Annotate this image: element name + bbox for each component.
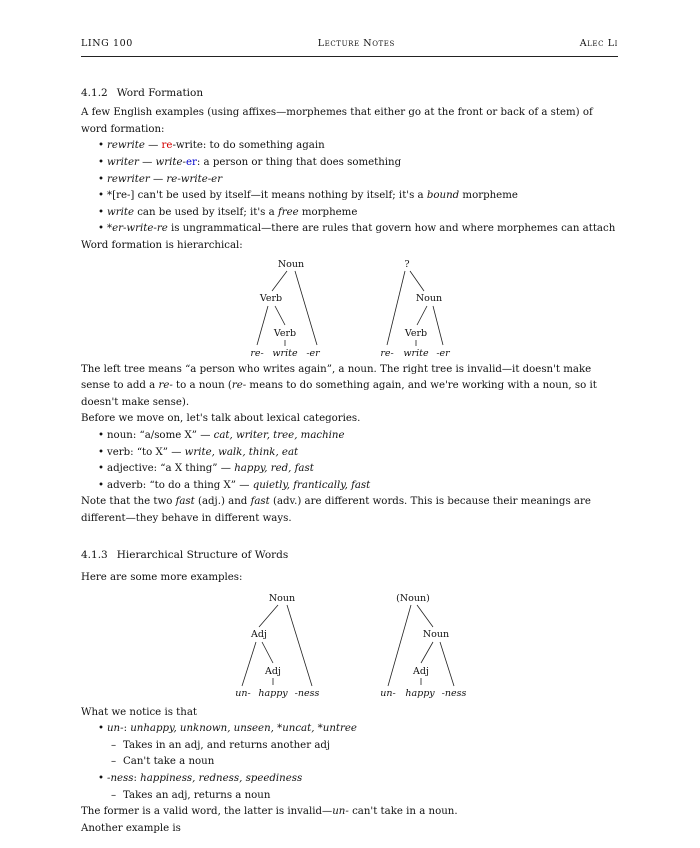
node-verb: Verb	[404, 327, 428, 339]
page	[81, 36, 618, 837]
tree-diagram-row-2	[81, 587, 618, 699]
notice-paragraph: What we notice is that	[81, 706, 197, 718]
former-latter-paragraph: The former is a valid word, the latter is invalid—un- can't take in a noun.	[81, 806, 458, 818]
list-item: • *er-write-re is ungrammatical—there are rules that govern how and where morphemes can attach	[107, 221, 618, 238]
leaf-suffix: -ness	[441, 687, 467, 699]
section-4-1-2-title	[81, 85, 618, 102]
intro-paragraph: A few English examples (using affixes—morphemes that either go at the front or back of a stem) of word formation:	[81, 107, 593, 135]
leaf-stem: write	[272, 347, 298, 359]
affix-observations-list	[81, 721, 618, 738]
hierarchical-label: Word formation is hierarchical:	[81, 239, 243, 251]
another-example: Another example is	[81, 822, 181, 834]
node-verb: Verb	[259, 292, 283, 304]
node-adj: Adj	[251, 628, 267, 640]
list-item: • adverb: “to do a thing X” — quietly, frantically, fast	[107, 478, 618, 495]
section-number: 4.1.3	[81, 549, 108, 562]
node-adj: Adj	[413, 665, 429, 677]
fast-note: Note that the two fast (adj.) and fast (adv.) are different words. This is because their meanings are different—they behave in different ways.	[81, 496, 591, 524]
leaf-prefix: un-	[235, 687, 251, 699]
un-sublist	[81, 738, 618, 771]
affix-examples-list	[81, 138, 618, 238]
list-item-un: • un-: unhappy, unknown, unseen, *uncat, *untree	[107, 721, 618, 738]
sub-list-item: – Takes in an adj, and returns another adj	[123, 738, 618, 755]
node-adj-inner: Adj	[265, 665, 281, 677]
leaf-suffix: -er	[306, 347, 320, 359]
affix-observations-list-2	[81, 771, 618, 788]
prefix-highlight: re	[161, 140, 173, 152]
list-item: • write can be used by itself; it's a free morpheme	[107, 205, 618, 222]
examples-intro: Here are some more examples:	[81, 572, 243, 584]
suffix-highlight: er	[185, 156, 197, 168]
leaf-stem: happy	[405, 687, 435, 699]
node-noun: Noun	[268, 592, 296, 604]
header-title: Lecture Notes	[317, 38, 395, 49]
node-verb-inner: Verb	[273, 327, 297, 339]
sub-list-item: – Can't take a noun	[123, 754, 618, 771]
list-item: • *[re-] can't be used by itself—it means nothing by itself; it's a bound morpheme	[107, 188, 618, 205]
section-heading: Word Formation	[116, 86, 204, 99]
list-item: • noun: “a/some X” — cat, writer, tree, machine	[107, 428, 618, 445]
sub-list-item: – Takes an adj, returns a noun	[123, 788, 618, 805]
leaf-prefix: un-	[380, 687, 396, 699]
section-4-1-3-title	[81, 547, 618, 564]
list-item: • writer — write-er: a person or thing that does something	[107, 155, 618, 172]
page-header	[81, 36, 618, 57]
leaf-prefix: re-	[250, 347, 264, 359]
list-item-ness: • -ness: happiness, redness, speediness	[107, 771, 618, 788]
list-item: • verb: “to X” — write, walk, think, eat	[107, 445, 618, 462]
tree-right-un-happy-ness	[81, 587, 618, 699]
header-course: LING 100	[81, 38, 133, 49]
leaf-suffix: -er	[436, 347, 450, 359]
leaf-stem: happy	[258, 687, 288, 699]
node-noun: Noun	[415, 292, 443, 304]
lexical-intro: Before we move on, let's talk about lexical categories.	[81, 413, 361, 425]
leaf-prefix: re-	[380, 347, 394, 359]
node-noun: Noun	[422, 628, 450, 640]
node-noun-parenthesized: (Noun)	[396, 592, 430, 604]
section-heading: Hierarchical Structure of Words	[116, 549, 289, 562]
list-item: • rewriter — re-write-er	[107, 172, 618, 189]
lexical-categories-list	[81, 428, 618, 494]
header-author: Alec Li	[579, 38, 618, 49]
node-unknown: ?	[404, 258, 410, 270]
leaf-stem: write	[403, 347, 429, 359]
leaf-suffix: -ness	[294, 687, 320, 699]
tree-explanation: The left tree means “a person who writes again”, a noun. The right tree is invalid—it doesn't make sense to add a re- to a noun (re- means to do something again, and we're working with a noun, so it doesn't make sense).	[81, 363, 597, 408]
node-noun: Noun	[277, 258, 305, 270]
ness-sublist	[81, 788, 618, 805]
tree-right-re-write-er	[81, 255, 618, 358]
list-item: • adjective: “a X thing” — happy, red, fast	[107, 461, 618, 478]
section-number: 4.1.2	[81, 86, 108, 99]
tree-diagram-row-1	[81, 255, 618, 358]
list-item: • rewrite — re-write: to do something again	[107, 138, 618, 155]
